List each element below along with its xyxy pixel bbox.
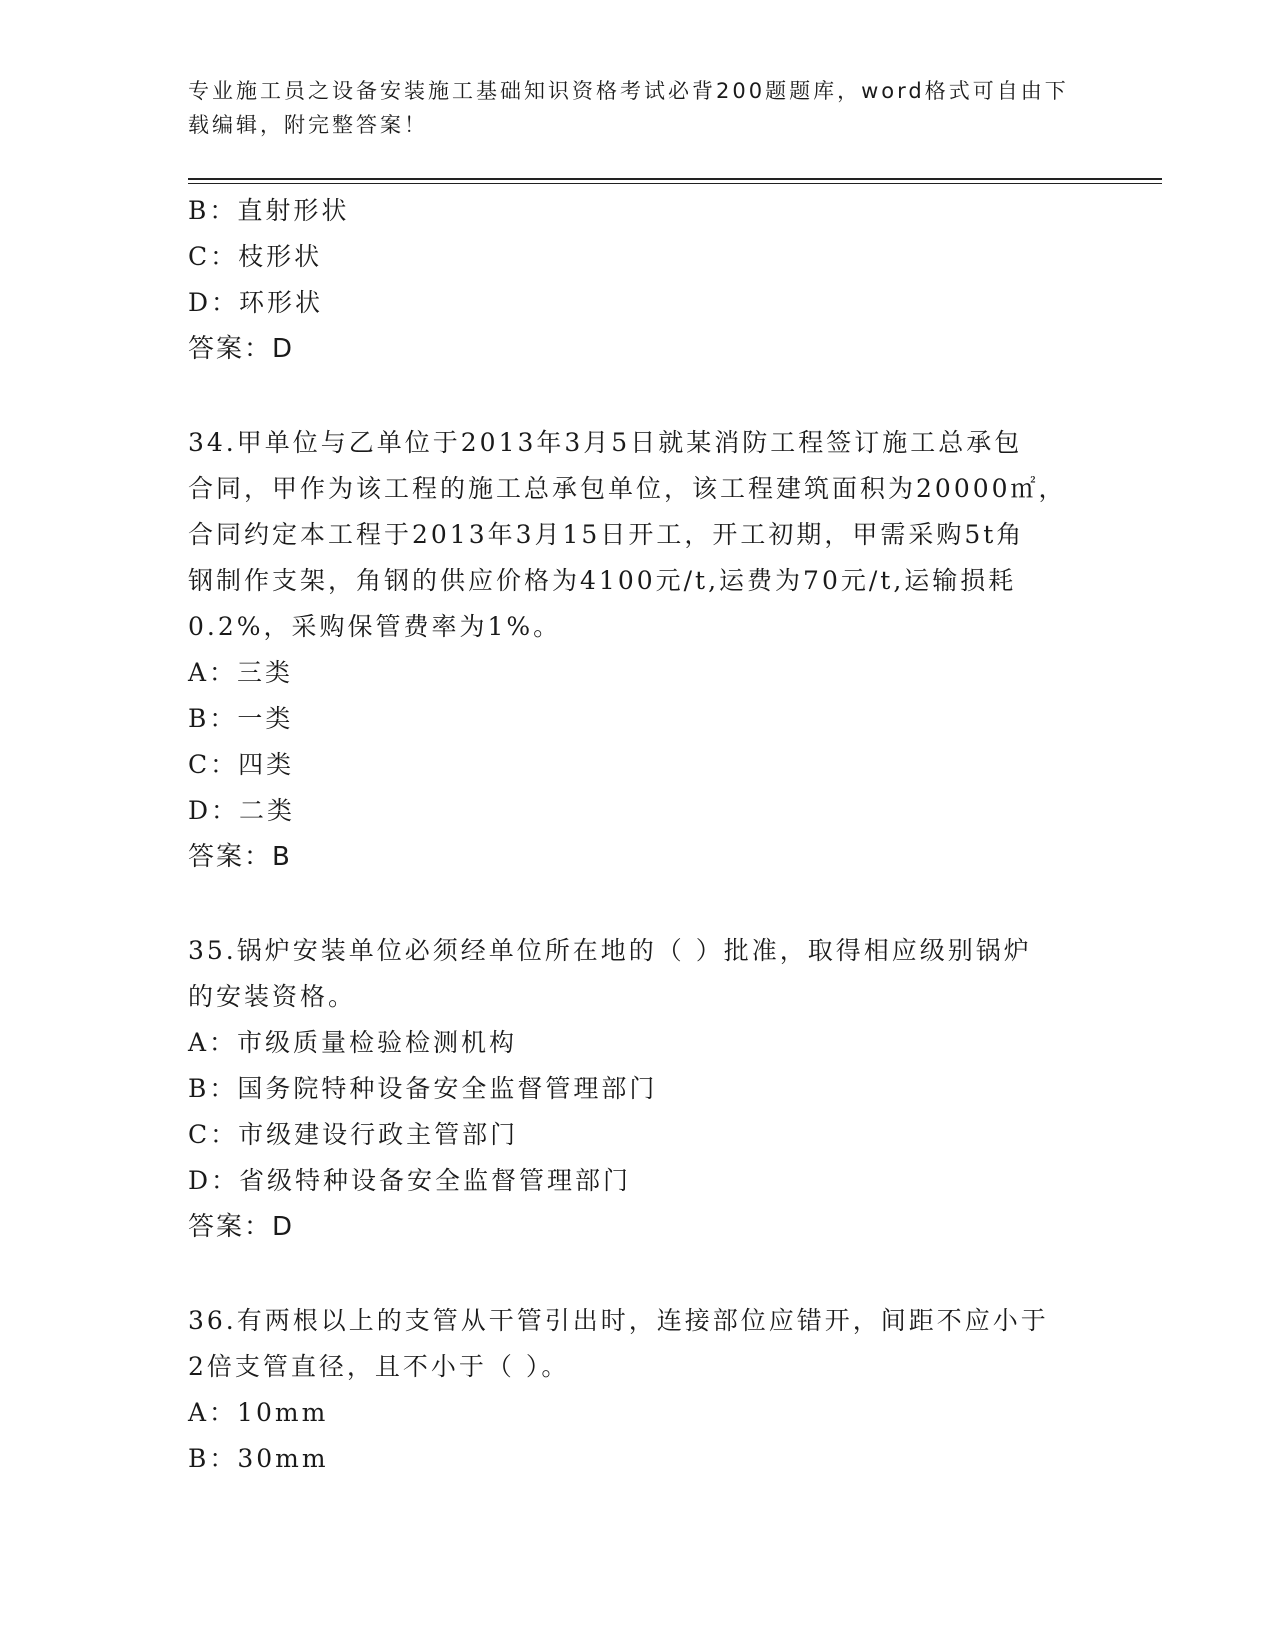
option-c: C：四类 [188,750,295,779]
option-b: B：30mm [188,1444,329,1473]
question-stem-line: 2倍支管直径，且不小于（ ）。 [188,1352,570,1381]
answer-line: 答案：B [188,842,292,872]
header-rule-thin [188,183,1162,184]
question-spacer [188,880,1088,928]
option-c: C：枝形状 [188,242,323,271]
option-d: D：二类 [188,796,296,825]
option-b: B：直射形状 [188,196,350,225]
option-c: C：市级建设行政主管部门 [188,1120,519,1149]
question-stem-line: 36.有两根以上的支管从干管引出时，连接部位应错开，间距不应小于 [188,1306,1049,1335]
question-34 [188,420,1088,880]
answer-line: 答案：D [188,1212,295,1242]
question-33 [188,188,1088,372]
document-header [188,74,1088,142]
option-d: D：环形状 [188,288,324,317]
question-stem-line: 钢制作支架，角钢的供应价格为4100元/t,运费为70元/t,运输损耗 [188,566,1017,595]
option-b: B：国务院特种设备安全监督管理部门 [188,1074,658,1103]
question-stem-line: 34.甲单位与乙单位于2013年3月5日就某消防工程签订施工总承包 [188,428,1023,457]
header-title: 专业施工员之设备安装施工基础知识资格考试必背200题题库，word格式可自由下载编辑，附完整答案！ [188,79,1069,137]
question-spacer [188,1250,1088,1298]
question-stem-line: 35.锅炉安装单位必须经单位所在地的（ ）批准，取得相应级别锅炉 [188,936,1032,965]
question-stem-line: 合同，甲作为该工程的施工总承包单位，该工程建筑面积为20000㎡， [188,474,1067,503]
question-spacer [188,372,1088,420]
question-36 [188,1298,1088,1482]
option-a: A：市级质量检验检测机构 [188,1028,518,1057]
question-35 [188,928,1088,1250]
option-b: B：一类 [188,704,294,733]
question-stem-line: 的安装资格。 [188,982,357,1011]
answer-line: 答案：D [188,334,295,364]
question-stem-line: 合同约定本工程于2013年3月15日开工，开工初期，甲需采购5t角 [188,520,1025,549]
option-a: A：三类 [188,658,294,687]
question-stem-line: 0.2%，采购保管费率为1%。 [188,612,562,641]
option-d: D：省级特种设备安全监督管理部门 [188,1166,632,1195]
question-list [188,188,1088,1482]
option-a: A：10mm [188,1398,329,1427]
header-rule-thick [188,178,1162,180]
